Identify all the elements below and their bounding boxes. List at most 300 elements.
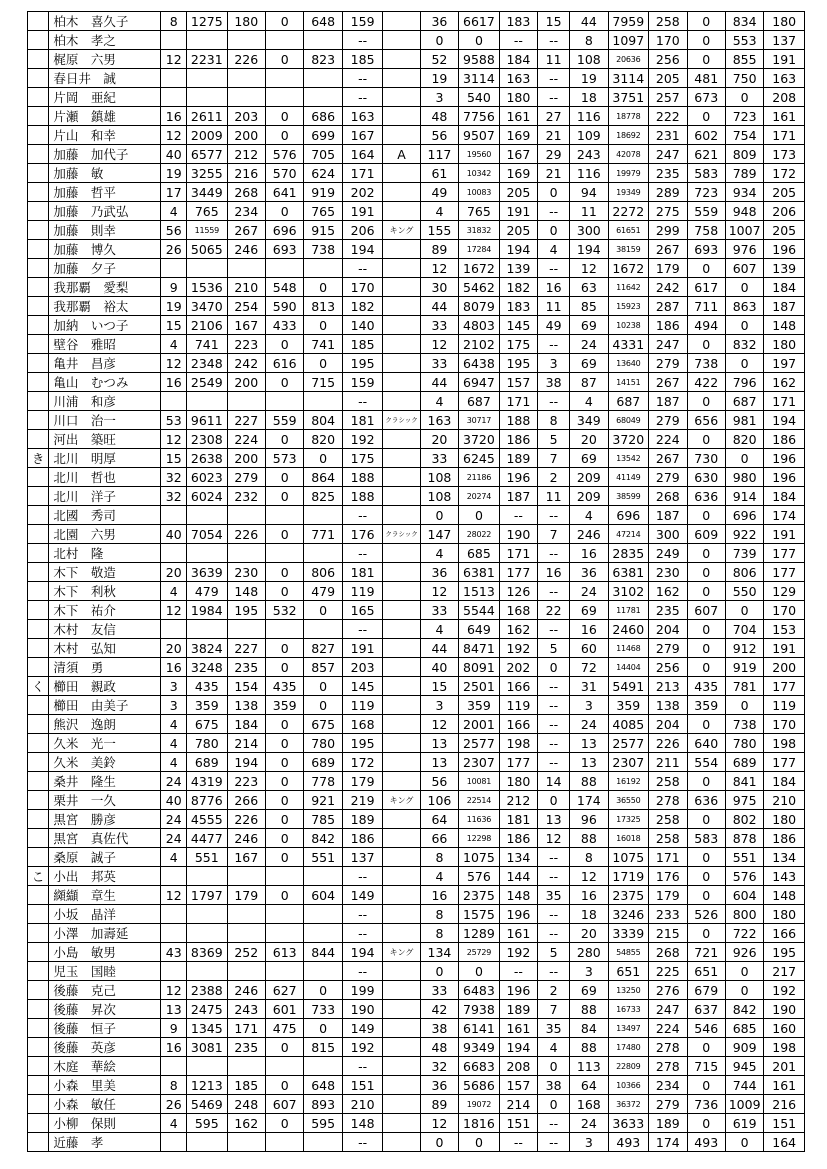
- table-cell-title: [383, 620, 420, 639]
- table-cell-high-series2: 0: [687, 544, 725, 563]
- table-cell-total-pins2: 61651: [608, 221, 649, 240]
- table-cell-high-game2: 242: [649, 278, 687, 297]
- table-cell-streak: 13: [538, 810, 570, 829]
- table-cell-games: 16: [161, 107, 187, 126]
- table-cell-total-avg: --: [499, 31, 537, 50]
- table-cell-high-series-4: 893: [304, 1095, 342, 1114]
- table-cell-total-pins: 10342: [459, 164, 500, 183]
- table-cell-total-avg2: 161: [764, 1076, 805, 1095]
- table-cell-total-games2: 113: [570, 1057, 608, 1076]
- table-cell-total-games2: 69: [570, 354, 608, 373]
- table-cell-high-series-3: [265, 506, 303, 525]
- table-cell-high-series-4: [304, 31, 342, 50]
- table-cell-total-avg: 161: [499, 924, 537, 943]
- table-cell-name: 壁谷 雅昭: [49, 335, 161, 354]
- table-cell-high-series2: 481: [687, 69, 725, 88]
- table-cell-total-pins: 1513: [459, 582, 500, 601]
- table-cell-total-avg: 189: [499, 449, 537, 468]
- table-cell-pins: [187, 620, 228, 639]
- table-cell-high-series-3: 0: [265, 582, 303, 601]
- table-cell-high-series-4: 825: [304, 487, 342, 506]
- table-cell-streak: --: [538, 924, 570, 943]
- table-cell-total-pins: 2375: [459, 886, 500, 905]
- table-cell-total-avg2: 173: [764, 145, 805, 164]
- table-cell-initial: [28, 715, 49, 734]
- table-cell-high-series2: 526: [687, 905, 725, 924]
- table-cell-high-game2: 258: [649, 829, 687, 848]
- table-cell-total-pins: 6381: [459, 563, 500, 582]
- table-cell-high-game2: 278: [649, 1038, 687, 1057]
- table-cell-total-pins2: 696: [608, 506, 649, 525]
- table-cell-pins: 359: [187, 696, 228, 715]
- table-cell-high-series-4: 699: [304, 126, 342, 145]
- table-cell-high-game: 180: [227, 12, 265, 31]
- table-cell-total-pins2: 3633: [608, 1114, 649, 1133]
- table-cell-total-games: 13: [420, 753, 458, 772]
- table-cell-total-games: 89: [420, 240, 458, 259]
- table-cell-total-avg: 145: [499, 316, 537, 335]
- table-cell-total-pins: 576: [459, 867, 500, 886]
- table-row: [28, 12, 805, 31]
- table-cell-total-pins2: 359: [608, 696, 649, 715]
- table-cell-high-series-3: 359: [265, 696, 303, 715]
- table-cell-total-games2: 4: [570, 392, 608, 411]
- table-cell-title: [383, 696, 420, 715]
- table-cell-total-games: 12: [420, 1114, 458, 1133]
- table-cell-total-games2: 88: [570, 1000, 608, 1019]
- table-cell-high-series2: 630: [687, 468, 725, 487]
- table-cell-avg: 186: [342, 829, 383, 848]
- table-cell-pins: 3248: [187, 658, 228, 677]
- table-cell-initial: [28, 962, 49, 981]
- table-cell-streak: 35: [538, 886, 570, 905]
- table-cell-total-games2: 209: [570, 468, 608, 487]
- table-cell-high-series-3: 548: [265, 278, 303, 297]
- table-cell-high-game2: 267: [649, 373, 687, 392]
- table-cell-title: [383, 829, 420, 848]
- table-cell-high-series2: 435: [687, 677, 725, 696]
- table-cell-high-series2: 494: [687, 316, 725, 335]
- table-cell-high-game2: 279: [649, 354, 687, 373]
- table-cell-high-game2: 287: [649, 297, 687, 316]
- table-cell-high-game2: 204: [649, 715, 687, 734]
- table-cell-avg: 199: [342, 981, 383, 1000]
- table-row: [28, 829, 805, 848]
- table-cell-total-avg: 180: [499, 772, 537, 791]
- table-cell-title: [383, 392, 420, 411]
- table-cell-name: 久米 美鈴: [49, 753, 161, 772]
- table-cell-total-avg: 214: [499, 1095, 537, 1114]
- table-cell-games: 53: [161, 411, 187, 430]
- table-cell-games: [161, 31, 187, 50]
- table-cell-avg: --: [342, 1133, 383, 1152]
- table-cell-games: 4: [161, 335, 187, 354]
- table-cell-streak: --: [538, 506, 570, 525]
- table-cell-total-avg: 195: [499, 354, 537, 373]
- table-cell-high-series-3: [265, 905, 303, 924]
- table-cell-total-pins: 3114: [459, 69, 500, 88]
- table-cell-total-avg: 194: [499, 1038, 537, 1057]
- table-cell-total-games: 32: [420, 1057, 458, 1076]
- table-cell-total-avg2: 148: [764, 316, 805, 335]
- table-cell-high-series2b: 914: [725, 487, 763, 506]
- table-cell-high-series-4: [304, 924, 342, 943]
- table-cell-total-pins: 1672: [459, 259, 500, 278]
- table-cell-title: [383, 468, 420, 487]
- table-cell-high-game2: 267: [649, 449, 687, 468]
- table-cell-total-games: 12: [420, 582, 458, 601]
- table-cell-total-games2: 88: [570, 1038, 608, 1057]
- table-cell-streak: --: [538, 848, 570, 867]
- table-cell-initial: [28, 392, 49, 411]
- table-cell-high-series2b: 0: [725, 88, 763, 107]
- table-cell-high-series2: 554: [687, 753, 725, 772]
- table-cell-streak: 4: [538, 1038, 570, 1057]
- table-cell-high-series-4: 733: [304, 1000, 342, 1019]
- table-cell-total-games: 42: [420, 1000, 458, 1019]
- table-cell-high-game2: 179: [649, 886, 687, 905]
- table-cell-initial: き: [28, 449, 49, 468]
- table-cell-high-game: 171: [227, 1019, 265, 1038]
- table-cell-pins: [187, 259, 228, 278]
- table-cell-total-avg: 139: [499, 259, 537, 278]
- table-cell-games: 4: [161, 715, 187, 734]
- table-cell-high-series-3: [265, 544, 303, 563]
- table-cell-total-games: 108: [420, 487, 458, 506]
- table-cell-total-games2: 174: [570, 791, 608, 810]
- table-cell-high-game: 210: [227, 278, 265, 297]
- table-cell-high-series-3: 0: [265, 658, 303, 677]
- table-cell-high-game2: 222: [649, 107, 687, 126]
- table-cell-name: 小森 里美: [49, 1076, 161, 1095]
- table-cell-high-game2: 211: [649, 753, 687, 772]
- table-cell-pins: 2475: [187, 1000, 228, 1019]
- table-cell-total-pins: 5462: [459, 278, 500, 297]
- table-cell-total-pins2: 6381: [608, 563, 649, 582]
- table-cell-high-game: 243: [227, 1000, 265, 1019]
- table-cell-initial: [28, 734, 49, 753]
- table-cell-avg: 151: [342, 1076, 383, 1095]
- table-cell-total-pins: 0: [459, 962, 500, 981]
- table-cell-total-pins: 7938: [459, 1000, 500, 1019]
- table-row: [28, 373, 805, 392]
- table-cell-high-game: [227, 1133, 265, 1152]
- table-cell-high-game: 195: [227, 601, 265, 620]
- table-cell-total-avg: 163: [499, 69, 537, 88]
- table-cell-total-pins2: 18778: [608, 107, 649, 126]
- table-cell-high-series2: 0: [687, 810, 725, 829]
- table-cell-high-game2: 235: [649, 601, 687, 620]
- table-cell-name: 片山 和幸: [49, 126, 161, 145]
- table-cell-total-pins: 8471: [459, 639, 500, 658]
- table-cell-total-avg2: 177: [764, 544, 805, 563]
- table-cell-avg: 140: [342, 316, 383, 335]
- table-cell-pins: 8369: [187, 943, 228, 962]
- table-cell-high-game: [227, 962, 265, 981]
- table-cell-total-avg2: 216: [764, 1095, 805, 1114]
- table-cell-total-games2: 246: [570, 525, 608, 544]
- table-cell-total-avg2: 134: [764, 848, 805, 867]
- table-cell-total-avg2: 177: [764, 563, 805, 582]
- table-cell-name: 柏木 孝之: [49, 31, 161, 50]
- table-cell-total-pins: 6617: [459, 12, 500, 31]
- table-cell-games: 16: [161, 373, 187, 392]
- table-cell-streak: 0: [538, 658, 570, 677]
- table-cell-name: 北川 明厚: [49, 449, 161, 468]
- table-cell-total-pins: 11636: [459, 810, 500, 829]
- table-row: [28, 905, 805, 924]
- table-cell-high-game: 200: [227, 373, 265, 392]
- table-cell-high-series2b: 0: [725, 962, 763, 981]
- table-cell-high-series2: 636: [687, 791, 725, 810]
- table-cell-high-game: 279: [227, 468, 265, 487]
- table-row: [28, 145, 805, 164]
- table-cell-title: [383, 734, 420, 753]
- table-cell-title: [383, 1019, 420, 1038]
- table-cell-title: [383, 715, 420, 734]
- table-cell-total-pins2: 14151: [608, 373, 649, 392]
- table-cell-high-series-3: 0: [265, 202, 303, 221]
- table-cell-high-series-3: 0: [265, 563, 303, 582]
- table-cell-streak: 11: [538, 297, 570, 316]
- table-cell-total-avg2: 198: [764, 734, 805, 753]
- table-cell-high-game2: 235: [649, 164, 687, 183]
- table-cell-high-series-4: [304, 1057, 342, 1076]
- table-cell-high-series2b: 789: [725, 164, 763, 183]
- table-cell-total-games2: 16: [570, 544, 608, 563]
- table-cell-streak: 38: [538, 1076, 570, 1095]
- table-cell-pins: 11559: [187, 221, 228, 240]
- table-cell-pins: 5469: [187, 1095, 228, 1114]
- table-cell-initial: [28, 69, 49, 88]
- table-cell-total-pins: 10083: [459, 183, 500, 202]
- table-cell-high-series-3: [265, 31, 303, 50]
- table-cell-high-game2: 224: [649, 430, 687, 449]
- table-cell-high-series-3: 532: [265, 601, 303, 620]
- table-cell-high-game: [227, 259, 265, 278]
- table-cell-high-game2: 268: [649, 487, 687, 506]
- table-cell-high-game: 184: [227, 715, 265, 734]
- table-cell-pins: [187, 506, 228, 525]
- table-cell-high-series2b: 832: [725, 335, 763, 354]
- table-row: [28, 639, 805, 658]
- table-cell-total-avg2: 186: [764, 430, 805, 449]
- table-cell-total-games2: 300: [570, 221, 608, 240]
- table-row: [28, 772, 805, 791]
- table-cell-games: 4: [161, 753, 187, 772]
- table-cell-high-series2: 656: [687, 411, 725, 430]
- table-cell-total-pins: 7756: [459, 107, 500, 126]
- table-cell-total-games: 3: [420, 88, 458, 107]
- table-cell-high-game2: 224: [649, 1019, 687, 1038]
- table-cell-streak: --: [538, 392, 570, 411]
- table-cell-avg: --: [342, 88, 383, 107]
- table-cell-high-game2: 204: [649, 620, 687, 639]
- table-cell-high-series2: 0: [687, 107, 725, 126]
- table-cell-total-pins: 31832: [459, 221, 500, 240]
- table-cell-title: キング: [383, 943, 420, 962]
- table-cell-name: 亀山 むつみ: [49, 373, 161, 392]
- table-cell-title: [383, 50, 420, 69]
- table-cell-high-series-4: 689: [304, 753, 342, 772]
- table-cell-high-series-3: 435: [265, 677, 303, 696]
- table-cell-avg: 119: [342, 696, 383, 715]
- table-cell-streak: 16: [538, 563, 570, 582]
- table-cell-initial: [28, 810, 49, 829]
- table-cell-total-avg: 196: [499, 905, 537, 924]
- table-cell-high-series2: 0: [687, 50, 725, 69]
- table-cell-high-series-4: 813: [304, 297, 342, 316]
- table-cell-total-pins2: 5491: [608, 677, 649, 696]
- table-cell-total-games: 66: [420, 829, 458, 848]
- table-cell-high-series2: 0: [687, 582, 725, 601]
- table-cell-total-pins: 685: [459, 544, 500, 563]
- table-cell-pins: 4319: [187, 772, 228, 791]
- table-row: [28, 620, 805, 639]
- table-cell-total-pins: 19072: [459, 1095, 500, 1114]
- table-cell-title: [383, 658, 420, 677]
- table-cell-total-games2: 20: [570, 924, 608, 943]
- table-cell-avg: --: [342, 392, 383, 411]
- table-cell-initial: [28, 164, 49, 183]
- table-cell-total-games: 0: [420, 1133, 458, 1152]
- table-cell-high-series2: 721: [687, 943, 725, 962]
- table-cell-total-pins2: 19349: [608, 183, 649, 202]
- table-cell-games: 12: [161, 50, 187, 69]
- table-cell-avg: 145: [342, 677, 383, 696]
- table-cell-total-pins2: 16733: [608, 1000, 649, 1019]
- table-cell-title: [383, 335, 420, 354]
- table-cell-streak: 27: [538, 107, 570, 126]
- table-cell-avg: 179: [342, 772, 383, 791]
- table-cell-total-pins: 2102: [459, 335, 500, 354]
- table-cell-high-series2b: 922: [725, 525, 763, 544]
- table-cell-high-series-3: 0: [265, 50, 303, 69]
- table-cell-initial: [28, 563, 49, 582]
- table-cell-initial: こ: [28, 867, 49, 886]
- table-cell-name: 児玉 国睦: [49, 962, 161, 981]
- table-cell-games: 9: [161, 278, 187, 297]
- table-cell-high-series-4: 595: [304, 1114, 342, 1133]
- table-cell-total-avg: --: [499, 962, 537, 981]
- table-cell-total-games: 48: [420, 1038, 458, 1057]
- table-cell-high-series2b: 926: [725, 943, 763, 962]
- table-cell-initial: く: [28, 677, 49, 696]
- table-cell-total-pins: 2001: [459, 715, 500, 734]
- table-row: [28, 943, 805, 962]
- table-cell-total-pins: 540: [459, 88, 500, 107]
- table-cell-total-pins2: 1097: [608, 31, 649, 50]
- table-cell-total-avg2: 206: [764, 202, 805, 221]
- table-cell-avg: --: [342, 1057, 383, 1076]
- table-cell-games: 40: [161, 791, 187, 810]
- table-cell-high-game: 235: [227, 1038, 265, 1057]
- table-cell-pins: 1984: [187, 601, 228, 620]
- table-cell-high-series2: 359: [687, 696, 725, 715]
- table-cell-total-avg: 198: [499, 734, 537, 753]
- table-cell-games: 15: [161, 316, 187, 335]
- table-cell-high-game2: 233: [649, 905, 687, 924]
- table-cell-high-series-4: 806: [304, 563, 342, 582]
- table-cell-total-avg: 194: [499, 240, 537, 259]
- table-cell-games: 12: [161, 430, 187, 449]
- table-cell-pins: 435: [187, 677, 228, 696]
- table-cell-high-series2b: 780: [725, 734, 763, 753]
- table-row: [28, 886, 805, 905]
- table-cell-pins: 8776: [187, 791, 228, 810]
- table-cell-total-games2: 16: [570, 620, 608, 639]
- table-cell-total-games: 33: [420, 981, 458, 1000]
- table-cell-games: 20: [161, 639, 187, 658]
- table-cell-high-series2: 0: [687, 392, 725, 411]
- table-cell-total-pins: 1289: [459, 924, 500, 943]
- table-cell-total-pins2: 13250: [608, 981, 649, 1000]
- table-cell-title: [383, 810, 420, 829]
- table-cell-total-pins: 2501: [459, 677, 500, 696]
- table-cell-high-series2b: 976: [725, 240, 763, 259]
- table-cell-name: 片岡 亜紀: [49, 88, 161, 107]
- table-cell-total-avg2: 129: [764, 582, 805, 601]
- table-cell-high-series-4: 785: [304, 810, 342, 829]
- table-cell-total-games2: 94: [570, 183, 608, 202]
- table-cell-title: [383, 1114, 420, 1133]
- table-cell-high-series-4: 0: [304, 354, 342, 373]
- table-cell-total-games: 49: [420, 183, 458, 202]
- table-cell-high-series-3: 607: [265, 1095, 303, 1114]
- table-cell-total-avg: --: [499, 506, 537, 525]
- table-cell-total-games: 4: [420, 867, 458, 886]
- table-cell-high-series2b: 0: [725, 981, 763, 1000]
- table-cell-name: 北村 隆: [49, 544, 161, 563]
- table-cell-initial: [28, 791, 49, 810]
- table-cell-total-games: 33: [420, 316, 458, 335]
- table-cell-total-avg: 126: [499, 582, 537, 601]
- table-cell-total-avg2: 171: [764, 392, 805, 411]
- table-cell-high-series-4: 0: [304, 449, 342, 468]
- table-cell-high-series2b: 0: [725, 1133, 763, 1152]
- table-cell-total-pins2: 651: [608, 962, 649, 981]
- table-cell-name: 後藤 恒子: [49, 1019, 161, 1038]
- table-cell-total-avg2: 119: [764, 696, 805, 715]
- table-cell-initial: [28, 202, 49, 221]
- table-cell-high-game: 223: [227, 335, 265, 354]
- table-cell-pins: 6023: [187, 468, 228, 487]
- table-cell-total-avg: 144: [499, 867, 537, 886]
- table-cell-high-game: 246: [227, 829, 265, 848]
- table-cell-total-pins: 9588: [459, 50, 500, 69]
- table-cell-total-avg2: 191: [764, 639, 805, 658]
- table-cell-name: 櫛田 親政: [49, 677, 161, 696]
- table-cell-title: [383, 1133, 420, 1152]
- table-cell-total-pins: 6947: [459, 373, 500, 392]
- table-cell-total-pins2: 10238: [608, 316, 649, 335]
- table-cell-total-games2: 8: [570, 31, 608, 50]
- table-row: [28, 810, 805, 829]
- table-cell-total-avg2: 153: [764, 620, 805, 639]
- table-cell-high-series2b: 0: [725, 449, 763, 468]
- table-cell-total-pins2: 2307: [608, 753, 649, 772]
- table-cell-high-series-3: 0: [265, 430, 303, 449]
- table-cell-total-avg2: 201: [764, 1057, 805, 1076]
- table-cell-total-games: 4: [420, 620, 458, 639]
- table-cell-initial: [28, 430, 49, 449]
- table-cell-games: 32: [161, 487, 187, 506]
- table-cell-high-series2: 0: [687, 772, 725, 791]
- table-cell-pins: [187, 544, 228, 563]
- table-cell-high-game: 214: [227, 734, 265, 753]
- table-cell-high-game: [227, 1057, 265, 1076]
- table-cell-total-pins: 25729: [459, 943, 500, 962]
